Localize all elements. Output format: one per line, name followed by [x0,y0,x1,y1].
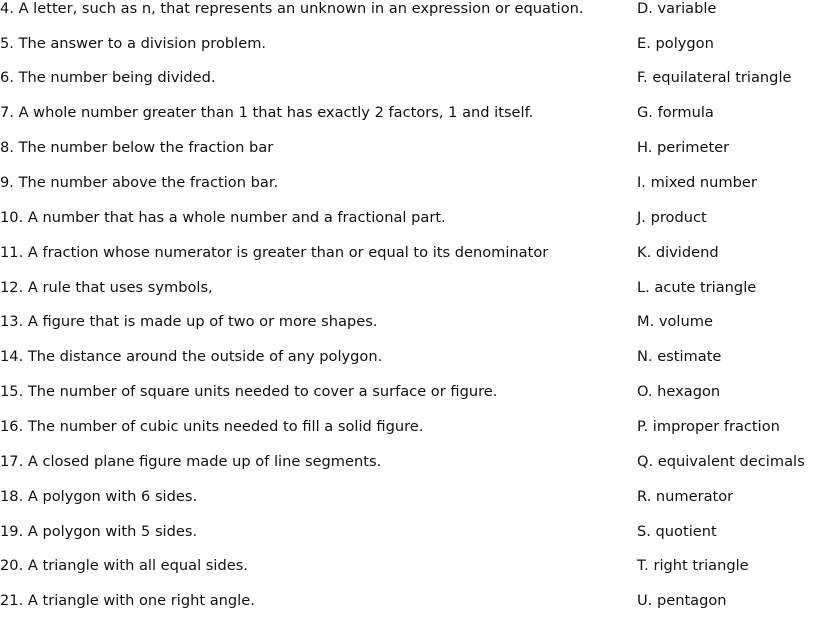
answer-choice: O. hexagon [637,383,721,400]
answer-choice: G. formula [637,104,714,121]
matching-row [0,380,816,404]
question-text: 4. A letter, such as n, that represents an unknown in an expression or equation. [0,0,584,17]
matching-row [0,101,816,125]
matching-row [0,520,816,544]
matching-row [0,589,816,613]
matching-row [0,415,816,439]
matching-row [0,345,816,369]
question-text: 17. A closed plane figure made up of line segments. [0,453,382,470]
answer-choice: L. acute triangle [637,279,757,296]
matching-row [0,171,816,195]
answer-choice: I. mixed number [637,174,757,191]
matching-row [0,241,816,265]
question-text: 19. A polygon with 5 sides. [0,523,198,540]
question-text: 13. A figure that is made up of two or more shapes. [0,313,378,330]
answer-choice: S. quotient [637,523,717,540]
answer-choice: H. perimeter [637,139,730,156]
answer-choice: K. dividend [637,244,719,261]
answer-choice: N. estimate [637,348,722,365]
matching-row [0,450,816,474]
answer-choice: U. pentagon [637,592,727,609]
answer-choice: P. improper fraction [637,418,780,435]
matching-row [0,32,816,56]
answer-choice: Q. equivalent decimals [637,453,805,470]
question-text: 18. A polygon with 6 sides. [0,488,198,505]
question-text: 5. The answer to a division problem. [0,35,267,52]
question-text: 8. The number below the fraction bar [0,139,274,156]
question-text: 12. A rule that uses symbols, [0,279,213,296]
question-text: 9. The number above the fraction bar. [0,174,279,191]
question-text: 10. A number that has a whole number and a fractional part. [0,209,446,226]
matching-row [0,485,816,509]
question-text: 20. A triangle with all equal sides. [0,557,248,574]
matching-row [0,136,816,160]
matching-row [0,206,816,230]
question-text: 15. The number of square units needed to cover a surface or figure. [0,383,498,400]
question-text: 21. A triangle with one right angle. [0,592,255,609]
answer-choice: F. equilateral triangle [637,69,792,86]
answer-choice: J. product [637,209,707,226]
question-text: 11. A fraction whose numerator is greater than or equal to its denominator [0,244,549,261]
question-text: 6. The number being divided. [0,69,216,86]
matching-row [0,554,816,578]
matching-row [0,310,816,334]
matching-row [0,0,816,21]
question-text: 16. The number of cubic units needed to fill a solid figure. [0,418,424,435]
answer-choice: D. variable [637,0,717,17]
matching-row [0,276,816,300]
answer-choice: E. polygon [637,35,714,52]
question-text: 14. The distance around the outside of any polygon. [0,348,383,365]
answer-choice: R. numerator [637,488,734,505]
answer-choice: T. right triangle [637,557,749,574]
question-text: 7. A whole number greater than 1 that has exactly 2 factors, 1 and itself. [0,104,534,121]
matching-row [0,66,816,90]
answer-choice: M. volume [637,313,713,330]
